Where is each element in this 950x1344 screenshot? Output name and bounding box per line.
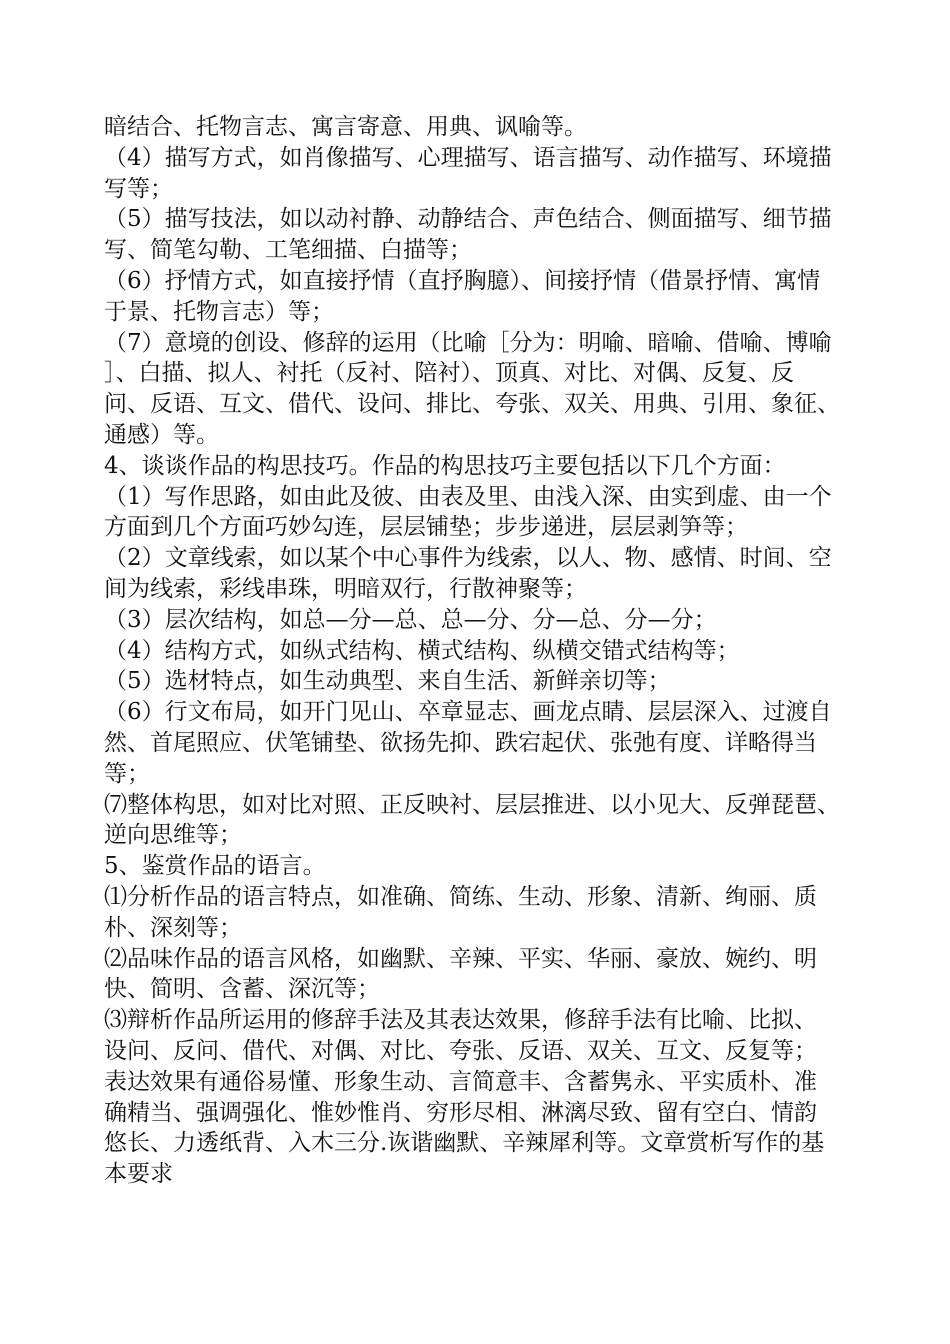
- text-line: ⑴分析作品的语言特点，如准确、简练、生动、形象、清新、绚丽、质: [104, 883, 817, 910]
- document-body: [104, 112, 856, 1190]
- text-line: （4）描写方式，如肖像描写、心理描写、语言描写、动作描写、环境描: [104, 144, 832, 171]
- text-line: 写等；: [104, 175, 173, 202]
- text-line: 方面到几个方面巧妙勾连，层层铺垫；步步递进，层层剥笋等；: [104, 514, 748, 541]
- text-line: （3）层次结构，如总—分—总、总—分、分—总、分—分；: [104, 606, 717, 633]
- text-line: 确精当、强调强化、惟妙惟肖、穷形尽相、淋漓尽致、留有空白、情韵: [104, 1099, 817, 1126]
- text-line: 通感）等。: [104, 421, 219, 448]
- text-line: 问、反语、互文、借代、设问、排比、夸张、双关、用典、引用、象征、: [104, 391, 840, 418]
- text-line: （5）描写技法，如以动衬静、动静结合、声色结合、侧面描写、细节描: [104, 206, 832, 233]
- text-line: 逆向思维等；: [104, 822, 242, 849]
- text-line: （6）抒情方式，如直接抒情（直抒胸臆）、间接抒情（借景抒情、寓情: [104, 267, 821, 294]
- text-line: 写、简笔勾勒、工笔细描、白描等；: [104, 237, 472, 264]
- text-line: ⑺整体构思，如对比对照、正反映衬、层层推进、以小见大、反弹琵琶、: [104, 791, 840, 818]
- text-line: 设问、反问、借代、对偶、对比、夸张、反语、双关、互文、反复等；: [104, 1037, 817, 1064]
- text-line: 悠长、力透纸背、入木三分.诙谐幽默、辛辣犀利等。文章赏析写作的基: [104, 1130, 825, 1157]
- text-line: ⑶辩析作品所运用的修辞手法及其表达效果，修辞手法有比喻、比拟、: [104, 1007, 817, 1034]
- text-line: 于景、托物言志）等；: [104, 298, 334, 325]
- section-heading: 4、谈谈作品的构思技巧。作品的构思技巧主要包括以下几个方面：: [104, 452, 786, 479]
- text-line: （2）文章线索，如以某个中心事件为线索，以人、物、感情、时间、空: [104, 545, 832, 572]
- text-line: ⑵品味作品的语言风格，如幽默、辛辣、平实、华丽、豪放、婉约、明: [104, 945, 817, 972]
- text-line: ］、白描、拟人、衬托（反衬、陪衬）、顶真、对比、对偶、反复、反: [104, 360, 794, 387]
- text-line: 间为线索，彩线串珠，明暗双行，行散神聚等；: [104, 575, 587, 602]
- text-line: 暗结合、托物言志、寓言寄意、用典、讽喻等。: [104, 114, 587, 140]
- text-line: 朴、深刻等；: [104, 914, 242, 941]
- text-line: （7）意境的创设、修辞的运用（比喻［分为：明喻、暗喻、借喻、博喻: [104, 329, 832, 356]
- text-line: 快、简明、含蓄、深沉等；: [104, 976, 380, 1003]
- text-line: 表达效果有通俗易懂、形象生动、言简意丰、含蓄隽永、平实质朴、准: [104, 1068, 817, 1095]
- text-line: （1）写作思路，如由此及彼、由表及里、由浅入深、由实到虚、由一个: [104, 483, 832, 510]
- text-line: 本要求: [104, 1161, 173, 1188]
- text-line: 然、首尾照应、伏笔铺垫、欲扬先抑、跌宕起伏、张弛有度、详略得当: [104, 729, 817, 756]
- section-heading: 5、鉴赏作品的语言。: [104, 853, 326, 880]
- text-line: 等；: [104, 760, 150, 787]
- text-line: （6）行文布局，如开门见山、卒章显志、画龙点睛、层层深入、过渡自: [104, 699, 832, 726]
- text-line: （5）选材特点，如生动典型、来自生活、新鲜亲切等；: [104, 668, 671, 695]
- text-line: （4）结构方式，如纵式结构、横式结构、纵横交错式结构等；: [104, 637, 740, 664]
